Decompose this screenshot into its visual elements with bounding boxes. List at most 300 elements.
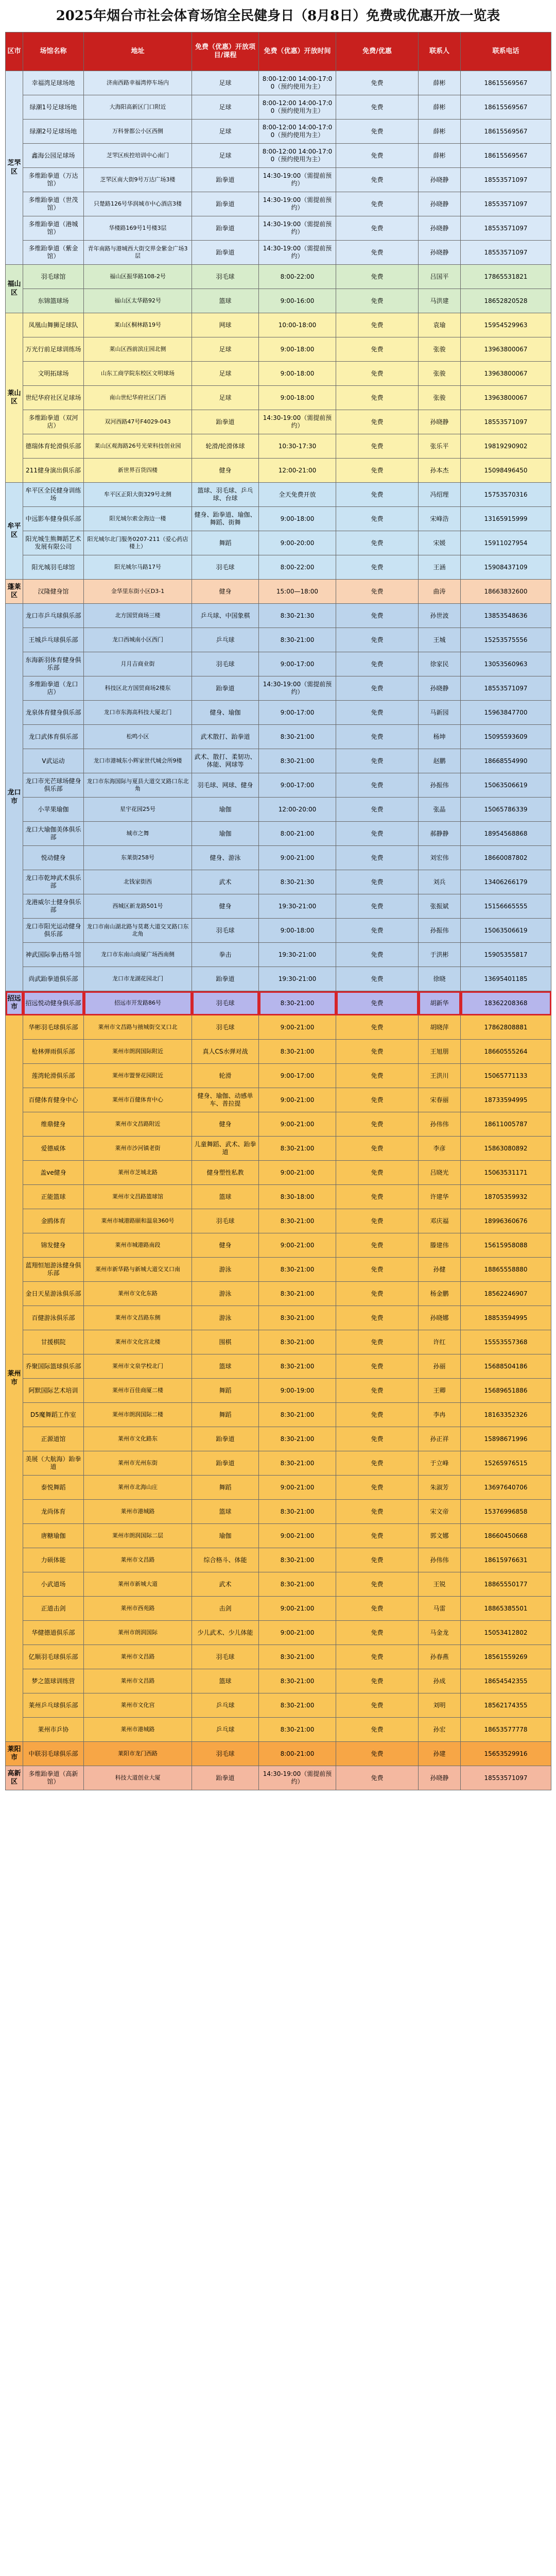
time-cell: 14:30-19:00（需提前预约） [259,192,336,216]
time-cell: 9:00-21:00 [259,1161,336,1185]
project-cell: 健身、跆拳道、瑜伽、舞蹈、街舞 [192,507,259,531]
venue-name-cell: 多维跆拳道（龙口店） [23,676,84,701]
region-cell: 高新区 [6,1766,23,1790]
project-cell: 少儿武术、少儿体能 [192,1621,259,1645]
project-cell: 足球 [192,337,259,362]
time-cell: 8:30-21:00 [259,628,336,652]
venue-name-cell: 德瑞体育轮滑俱乐部 [23,434,84,459]
discount-cell: 免费 [336,749,419,773]
contact-cell: 孙建 [419,1742,461,1766]
contact-cell: 徐家民 [419,652,461,676]
contact-cell: 宋媛 [419,531,461,555]
time-cell: 8:30-21:00 [259,725,336,749]
discount-cell: 免费 [336,846,419,870]
contact-cell: 刘明 [419,1693,461,1718]
phone-cell: 15063531171 [461,1161,551,1185]
phone-cell: 15911027954 [461,531,551,555]
venue-name-cell: 莱州乒乓球俱乐部 [23,1693,84,1718]
table-row [6,95,551,120]
project-cell: 跆拳道 [192,410,259,434]
phone-cell: 15065771133 [461,1064,551,1088]
time-cell: 8:30-21:00 [259,1669,336,1693]
table-row [6,1258,551,1282]
contact-cell: 曲涛 [419,580,461,604]
venue-name-cell: 多维跆拳道（高新馆） [23,1766,84,1790]
discount-cell: 免费 [336,71,419,95]
discount-cell: 免费 [336,894,419,919]
table-row [6,1669,551,1693]
header-row [6,32,551,71]
contact-cell: 王旭朋 [419,1040,461,1064]
table-row [6,434,551,459]
phone-cell: 17862808881 [461,1015,551,1040]
phone-cell: 18553571097 [461,168,551,192]
venue-name-cell: 龙口市光芒球场健身俱乐部 [23,773,84,798]
venue-name-cell: 正源道馆 [23,1427,84,1451]
table-row [6,846,551,870]
discount-cell: 免费 [336,555,419,580]
address-cell: 阳光城尔索金海边一楼 [84,507,192,531]
table-row [6,1693,551,1718]
table-row [6,894,551,919]
discount-cell: 免费 [336,313,419,337]
project-cell: 瑜伽 [192,1524,259,1548]
time-cell: 9:00-17:00 [259,1064,336,1088]
time-cell: 8:30-21:00 [259,1330,336,1354]
table-row [6,1645,551,1669]
table-row [6,120,551,144]
table-row [6,919,551,943]
project-cell: 足球 [192,386,259,410]
address-cell: 莱州市朗润国际 [84,1621,192,1645]
project-cell: 综合格斗、体能 [192,1548,259,1572]
venue-name-cell: 多维跆拳道（万达馆） [23,168,84,192]
project-cell: 舞蹈 [192,1403,259,1427]
time-cell: 9:00-18:00 [259,507,336,531]
discount-cell: 免费 [336,1258,419,1282]
project-cell: 游泳 [192,1282,259,1306]
contact-cell: 孙晓静 [419,216,461,241]
venue-name-cell: V武运动 [23,749,84,773]
table-row [6,241,551,265]
discount-cell: 免费 [336,1693,419,1718]
project-cell: 瑜伽 [192,822,259,846]
page-title: 2025年烟台市社会体育场馆全民健身日（8月8日）免费或优惠开放一览表 [56,8,500,24]
venue-name-cell: 华彬羽毛球俱乐部 [23,1015,84,1040]
venue-name-cell: 爱德威体 [23,1137,84,1161]
project-cell: 围棋 [192,1330,259,1354]
project-cell: 健身、瑜伽、动感单车、普拉提 [192,1088,259,1112]
project-cell: 乒乓球 [192,1693,259,1718]
region-cell: 福山区 [6,265,23,313]
region-cell: 莱阳市 [6,1742,23,1766]
time-cell: 14:30-19:00（需提前预约） [259,1766,336,1790]
discount-cell: 免费 [336,386,419,410]
discount-cell: 免费 [336,628,419,652]
address-cell: 龙口市东南山商厦广场西南侧 [84,943,192,967]
venue-name-cell: 金鸥体育 [23,1209,84,1233]
address-cell: 城市之舞 [84,822,192,846]
discount-cell: 免费 [336,1476,419,1500]
table-row [6,144,551,168]
phone-cell: 15376996858 [461,1500,551,1524]
discount-cell: 免费 [336,1112,419,1137]
venue-name-cell: 美展（大航海）跆拳道 [23,1451,84,1476]
phone-cell: 15265976515 [461,1451,551,1476]
address-cell: 济南西路幸福湾停车场内 [84,71,192,95]
contact-cell: 孙伟伟 [419,1112,461,1137]
address-cell: 莱州市城港路颐和温泉360号 [84,1209,192,1233]
time-cell: 9:00-21:00 [259,1524,336,1548]
project-cell: 羽毛球 [192,991,259,1015]
table-row [6,1137,551,1161]
venue-name-cell: 幸福湾足球场地 [23,71,84,95]
project-cell: 儿童舞蹈、武术、跆拳道 [192,1137,259,1161]
contact-cell: 孙晓静 [419,192,461,216]
project-cell: 健身 [192,459,259,483]
venue-name-cell: 中联羽毛球俱乐部 [23,1742,84,1766]
venue-name-cell: 龙口大瑜伽美体俱乐部 [23,822,84,846]
phone-cell: 13697640706 [461,1476,551,1500]
table-row [6,652,551,676]
discount-cell: 免费 [336,870,419,894]
venue-name-cell: 汉隆健身馆 [23,580,84,604]
table-row [6,1742,551,1766]
discount-cell: 免费 [336,1064,419,1088]
table-row [6,1112,551,1137]
project-cell: 篮球、羽毛球、乒乓球、台球 [192,483,259,507]
project-cell: 舞蹈 [192,1379,259,1403]
region-cell: 龙口市 [6,604,23,991]
header-phone: 联系电话 [461,32,551,71]
venue-name-cell: 万光行前足球训练场 [23,337,84,362]
address-cell: 莱州市新华路与新城大道交叉口南 [84,1258,192,1282]
discount-cell: 免费 [336,120,419,144]
phone-cell: 15156665555 [461,894,551,919]
project-cell: 真人CS水弹对战 [192,1040,259,1064]
table-row [6,798,551,822]
phone-cell: 18553571097 [461,241,551,265]
time-cell: 8:30-21:00 [259,1500,336,1524]
table-row [6,1476,551,1500]
project-cell: 健身 [192,894,259,919]
project-cell: 羽毛球 [192,652,259,676]
venue-name-cell: 鑫海公园足球场 [23,144,84,168]
time-cell: 8:30-21:00 [259,1137,336,1161]
phone-cell: 13963800067 [461,386,551,410]
phone-cell: 18996360676 [461,1209,551,1233]
time-cell: 8:30-21:00 [259,1040,336,1064]
address-cell: 东莱街258号 [84,846,192,870]
table-row [6,1427,551,1451]
venue-name-cell: 甘援棋院 [23,1330,84,1354]
phone-cell: 13053560963 [461,652,551,676]
time-cell: 12:00-21:00 [259,459,336,483]
venue-name-cell: 龙港威尔士健身俱乐部 [23,894,84,919]
discount-cell: 免费 [336,676,419,701]
contact-cell: 于立峰 [419,1451,461,1476]
table-row [6,1548,551,1572]
discount-cell: 免费 [336,1379,419,1403]
project-cell: 武术散打、跆拳道 [192,725,259,749]
time-cell: 14:30-19:00（需提前预约） [259,676,336,701]
address-cell: 金华里东街小区D3-1 [84,580,192,604]
table-row [6,362,551,386]
discount-cell: 免费 [336,1233,419,1258]
table-row [6,1621,551,1645]
time-cell: 9:00-18:00 [259,337,336,362]
phone-cell: 18615976631 [461,1548,551,1572]
table-row [6,1161,551,1185]
contact-cell: 张乐平 [419,434,461,459]
venue-name-cell: 泰悦舞蹈 [23,1476,84,1500]
address-cell: 莱州市文昌路与掖城街交叉口北 [84,1015,192,1040]
table-row [6,555,551,580]
time-cell: 8:30-21:00 [259,1645,336,1669]
address-cell: 龙口市东海高科技大厦北门 [84,701,192,725]
address-cell: 莱州市文泉学校北门 [84,1354,192,1379]
address-cell: 莱州市光州东街 [84,1451,192,1476]
time-cell: 8:00-12:00 14:00-17:00（预约使用为主） [259,71,336,95]
discount-cell: 免费 [336,144,419,168]
discount-cell: 免费 [336,216,419,241]
discount-cell: 免费 [336,1524,419,1548]
address-cell: 莱州市文昌路篮球馆 [84,1185,192,1209]
venue-name-cell: 莲湾轮滑俱乐部 [23,1064,84,1088]
project-cell: 跆拳道 [192,216,259,241]
address-cell: 龙口市龙湖花园北门 [84,967,192,991]
phone-cell: 18653577778 [461,1718,551,1742]
contact-cell: 张骏 [419,362,461,386]
project-cell: 武术、散打、柔韧功、体能、网球等 [192,749,259,773]
phone-cell: 18705359932 [461,1185,551,1209]
contact-cell: 孙振伟 [419,919,461,943]
time-cell: 8:30-21:00 [259,1693,336,1718]
venue-name-cell: 多维跆拳道（港城馆） [23,216,84,241]
header-address: 地址 [84,32,192,71]
venue-name-cell: 百健游泳俱乐部 [23,1306,84,1330]
venue-name-cell: 蓝翔恒旭游泳健身俱乐部 [23,1258,84,1282]
project-cell: 羽毛球 [192,1645,259,1669]
phone-cell: 15053412802 [461,1621,551,1645]
discount-cell: 免费 [336,434,419,459]
time-cell: 14:30-19:00（需提前预约） [259,410,336,434]
project-cell: 跆拳道 [192,192,259,216]
contact-cell: 张骏 [419,337,461,362]
contact-cell: 王城 [419,628,461,652]
contact-cell: 胡新华 [419,991,461,1015]
phone-cell: 18163352326 [461,1403,551,1427]
phone-cell: 18652820528 [461,289,551,313]
address-cell: 南山世纪华府社区门西 [84,386,192,410]
table-row [6,1451,551,1476]
address-cell: 莱州市文昌路 [84,1669,192,1693]
project-cell: 跆拳道 [192,1766,259,1790]
table-row [6,1766,551,1790]
venue-name-cell: 阿默国际艺术培训 [23,1379,84,1403]
discount-cell: 免费 [336,483,419,507]
project-cell: 轮滑/轮滑体球 [192,434,259,459]
table-row [6,1354,551,1379]
project-cell: 篮球 [192,289,259,313]
phone-cell: 13963800067 [461,362,551,386]
venue-name-cell: 阳光城羽毛球馆 [23,555,84,580]
contact-cell: 马雷 [419,1597,461,1621]
time-cell: 9:00-16:00 [259,289,336,313]
time-cell: 全天免费开放 [259,483,336,507]
discount-cell: 免费 [336,337,419,362]
time-cell: 19:30-21:00 [259,967,336,991]
discount-cell: 免费 [336,967,419,991]
project-cell: 足球 [192,95,259,120]
header-venue-name: 场馆名称 [23,32,84,71]
project-cell: 足球 [192,120,259,144]
table-row [6,991,551,1015]
time-cell: 8:30-21:00 [259,1427,336,1451]
time-cell: 8:00-21:00 [259,822,336,846]
contact-cell: 孙丽 [419,1354,461,1379]
contact-cell: 马金龙 [419,1621,461,1645]
phone-cell: 18660087802 [461,846,551,870]
phone-cell: 18562246907 [461,1282,551,1306]
address-cell: 青年南路与港城西大街交界金紫金广场3层 [84,241,192,265]
discount-cell: 免费 [336,1306,419,1330]
discount-cell: 免费 [336,1621,419,1645]
discount-cell: 免费 [336,1161,419,1185]
address-cell: 莱州市港城路 [84,1718,192,1742]
address-cell: 阳光城尔北门服务0207-211（爱心药店楼上） [84,531,192,555]
contact-cell: 孙晓静 [419,241,461,265]
phone-cell: 18561559269 [461,1645,551,1669]
table-row [6,1040,551,1064]
phone-cell: 18615569567 [461,95,551,120]
contact-cell: 王涵 [419,555,461,580]
project-cell: 轮滑 [192,1064,259,1088]
venue-name-cell: D5魔舞蹈工作室 [23,1403,84,1427]
address-cell: 华楼路169号1号楼3层 [84,216,192,241]
venue-name-cell: 多维跆拳道（紫金馆） [23,241,84,265]
phone-cell: 17865531821 [461,265,551,289]
address-cell: 莱州市盟誉花园附近 [84,1064,192,1088]
contact-cell: 滕建伟 [419,1233,461,1258]
phone-cell: 18865558880 [461,1258,551,1282]
phone-cell: 15095593609 [461,725,551,749]
address-cell: 龙口市港城东小辉家世代城会所9楼 [84,749,192,773]
phone-cell: 18853594995 [461,1306,551,1330]
contact-cell: 孙宏 [419,1718,461,1742]
project-cell: 拳击 [192,943,259,967]
project-cell: 健身 [192,1112,259,1137]
phone-cell: 18660450668 [461,1524,551,1548]
contact-cell: 孙晓娜 [419,1306,461,1330]
project-cell: 游泳 [192,1258,259,1282]
time-cell: 9:00-21:00 [259,1112,336,1137]
project-cell: 篮球 [192,1185,259,1209]
table-row [6,386,551,410]
phone-cell: 18668554990 [461,749,551,773]
phone-cell: 15908437109 [461,555,551,580]
address-cell: 北钱家街西 [84,870,192,894]
discount-cell: 免费 [336,168,419,192]
venue-name-cell: 东海新羽体育健身俱乐部 [23,652,84,676]
phone-cell: 13695401185 [461,967,551,991]
venue-name-cell: 亿顺羽毛球俱乐部 [23,1645,84,1669]
address-cell: 莱州市城港路南段 [84,1233,192,1258]
contact-cell: 袁瑜 [419,313,461,337]
discount-cell: 免费 [336,1040,419,1064]
contact-cell: 孙本杰 [419,459,461,483]
discount-cell: 免费 [336,1572,419,1597]
project-cell: 乒乓球、中国象棋 [192,604,259,628]
contact-cell: 李彦 [419,1137,461,1161]
table-row [6,1379,551,1403]
region-cell: 牟平区 [6,483,23,580]
discount-cell: 免费 [336,1718,419,1742]
project-cell: 羽毛球 [192,919,259,943]
time-cell: 8:30-21:00 [259,1282,336,1306]
contact-cell: 孙晓静 [419,1766,461,1790]
project-cell: 瑜伽 [192,798,259,822]
time-cell: 8:00-22:00 [259,555,336,580]
phone-cell: 15063506619 [461,919,551,943]
phone-cell: 18615569567 [461,71,551,95]
venue-name-cell: 锦发健身 [23,1233,84,1258]
address-cell: 莱州市文昌路 [84,1645,192,1669]
venue-name-cell: 招远悦动健身俱乐部 [23,991,84,1015]
discount-cell: 免费 [336,1015,419,1040]
venue-name-cell: 枪林弹雨俱乐部 [23,1040,84,1064]
discount-cell: 免费 [336,725,419,749]
venue-name-cell: 金日天星游泳俱乐部 [23,1282,84,1306]
address-cell: 莱阳市龙门西路 [84,1742,192,1766]
table-row [6,1064,551,1088]
time-cell: 14:30-19:00（需提前预约） [259,241,336,265]
table-row [6,773,551,798]
contact-cell: 刘兵 [419,870,461,894]
project-cell: 网球 [192,313,259,337]
table-row [6,1500,551,1524]
time-cell: 9:00-19:00 [259,1379,336,1403]
table-row [6,1209,551,1233]
discount-cell: 免费 [336,531,419,555]
project-cell: 羽毛球 [192,1209,259,1233]
contact-cell: 徐晓 [419,967,461,991]
address-cell: 月月吉商业街 [84,652,192,676]
time-cell: 9:00-21:00 [259,1015,336,1040]
project-cell: 击剑 [192,1597,259,1621]
venue-name-cell: 百健体育健身中心 [23,1088,84,1112]
address-cell: 牟平区正阳大街329号北侧 [84,483,192,507]
project-cell: 篮球 [192,1669,259,1693]
phone-cell: 18660555264 [461,1040,551,1064]
table-row [6,459,551,483]
time-cell: 9:00-21:00 [259,846,336,870]
address-cell: 芝罘区疾控培训中心南门 [84,144,192,168]
venue-name-cell: 文明拓球场 [23,362,84,386]
discount-cell: 免费 [336,1354,419,1379]
contact-cell: 宋春丽 [419,1088,461,1112]
table-row [6,507,551,531]
discount-cell: 免费 [336,241,419,265]
contact-cell: 许建华 [419,1185,461,1209]
address-cell: 福山区振华路108-2号 [84,265,192,289]
header-time: 免费（优惠）开放时间 [259,32,336,71]
phone-cell: 15253575556 [461,628,551,652]
discount-cell: 免费 [336,1669,419,1693]
venue-name-cell: 龙口市乾坤武术俱乐部 [23,870,84,894]
venue-name-cell: 龙口市阳光运动健身俱乐部 [23,919,84,943]
venue-name-cell: 正道击剑 [23,1597,84,1621]
